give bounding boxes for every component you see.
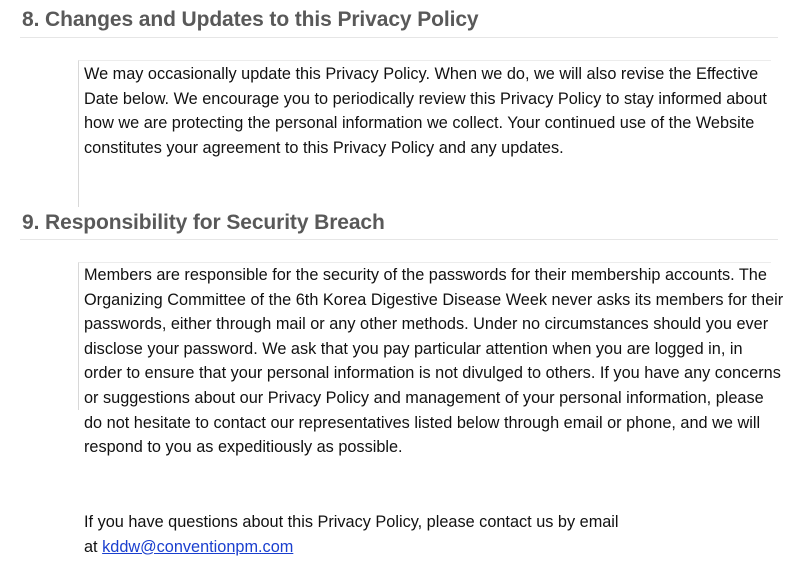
section-9-divider: [20, 239, 778, 240]
section-9-paragraph: Members are responsible for the security of the passwords for their membership accounts. The Organizing Committee of the 6th Korea Digestive Disease Week never asks its members for their passwords, either through mail or any other methods. Under no circumstances should you ever disclose your password. We ask that you pay particular attention when you are logged in, in order to ensure that your personal information is not divulged to others. If you have any concerns or suggestions about our Privacy Policy and management of your personal information, please do not hesitate to contact our representatives listed below through email or phone, and we will respond to you as expeditiously as possible.: [84, 266, 784, 457]
contact-email-link[interactable]: kddw@conventionpm.com: [102, 537, 294, 556]
section-8-divider: [20, 37, 778, 38]
section-8-paragraph: We may occasionally update this Privacy Policy. When we do, we will also revise the Effective Date below. We encourage you to periodically review this Privacy Policy to stay informed about how we are protecting the personal information we collect. Your continued use of the Website constitutes your agreement to this Privacy Policy and any updates.: [84, 65, 767, 157]
contact-at: at: [84, 537, 98, 556]
contact-paragraph: [84, 510, 784, 559]
contact-text: If you have questions about this Privacy Policy, please contact us by email: [84, 513, 619, 531]
section-8-heading: 8. Changes and Updates to this Privacy Policy: [22, 8, 479, 31]
section-9-heading: 9. Responsibility for Security Breach: [22, 211, 385, 234]
